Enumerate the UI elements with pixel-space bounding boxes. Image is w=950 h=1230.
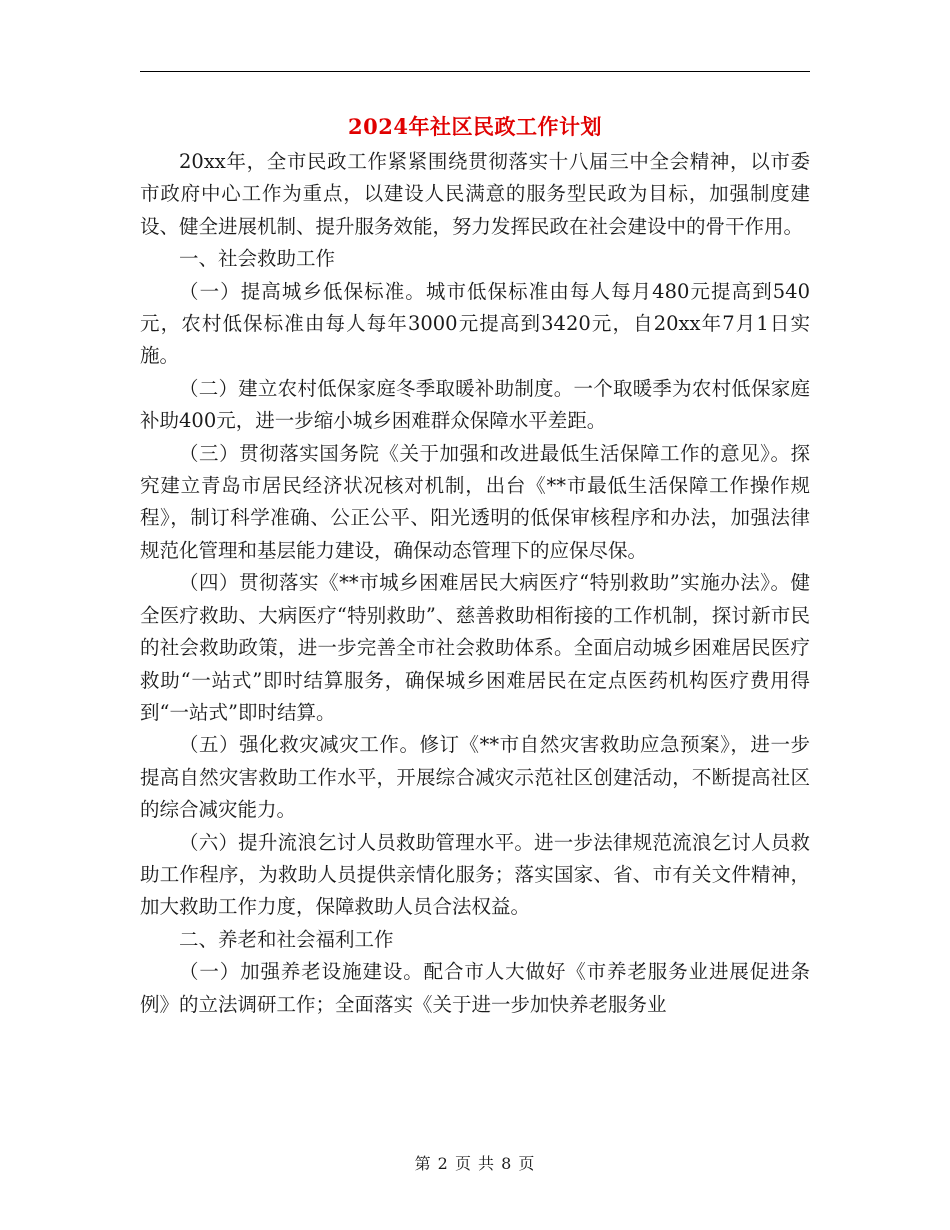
paragraph-item-2: （二）建立农村低保家庭冬季取暖补助制度。一个取暖季为农村低保家庭补助400元，进一步缩小城乡困难群众保障水平差距。	[140, 376, 810, 433]
header-rule	[140, 71, 810, 72]
paragraph-item-5: （五）强化救灾减灾工作。修订《**市自然灾害救助应急预案》，进一步提高自然灾害救助工作水平，开展综合减灾示范社区创建活动，不断提高社区的综合减灾能力。	[140, 733, 810, 822]
document-body	[140, 146, 810, 1021]
paragraph-item-1: （一）提高城乡低保标准。城市低保标准由每人每月480元提高到540元，农村低保标准由每人每年3000元提高到3420元，自20xx年7月1日实施。	[140, 279, 810, 368]
section-heading-elderly-welfare: 二、养老和社会福利工作	[179, 927, 394, 951]
paragraph-item-6: （六）提升流浪乞讨人员救助管理水平。进一步法律规范流浪乞讨人员救助工作程序，为救助人员提供亲情化服务；落实国家、省、市有关文件精神，加大救助工作力度，保障救助人员合法权益。	[140, 830, 810, 919]
paragraph-elderly-item-1: （一）加强养老设施建设。配合市人大做好《市养老服务业进展促进条例》的立法调研工作；全面落实《关于进一步加快养老服务业	[140, 960, 810, 1016]
paragraph-intro: 20xx年，全市民政工作紧紧围绕贯彻落实十八届三中全会精神，以市委市政府中心工作为重点，以建设人民满意的服务型民政为目标，加强制度建设、健全进展机制、提升服务效能，努力发挥民政在社会建设中的骨干作用。	[140, 150, 810, 238]
paragraph-item-3: （三）贯彻落实国务院《关于加强和改进最低生活保障工作的意见》。探究建立青岛市居民经济状况核对机制，出台《**市最低生活保障工作操作规程》，制订科学准确、公正公平、阳光透明的低保审核程序和办法，加强法律规范化管理和基层能力建设，确保动态管理下的应保尽保。	[140, 441, 810, 562]
section-heading-social-assistance: 一、社会救助工作	[179, 247, 336, 271]
paragraph-item-4: （四）贯彻落实《**市城乡困难居民大病医疗“特别救助”实施办法》。健全医疗救助、大病医疗“特别救助”、慈善救助相衔接的工作机制，探讨新市民的社会救助政策，进一步完善全市社会救助体系。全面启动城乡困难居民医疗救助“一站式”即时结算服务，确保城乡困难居民在定点医药机构医疗费用得到“一站式”即时结算。	[140, 571, 810, 724]
page-number-footer: 第 2 页 共 8 页	[414, 1154, 536, 1173]
document-title: 2024年社区民政工作计划	[348, 114, 602, 139]
